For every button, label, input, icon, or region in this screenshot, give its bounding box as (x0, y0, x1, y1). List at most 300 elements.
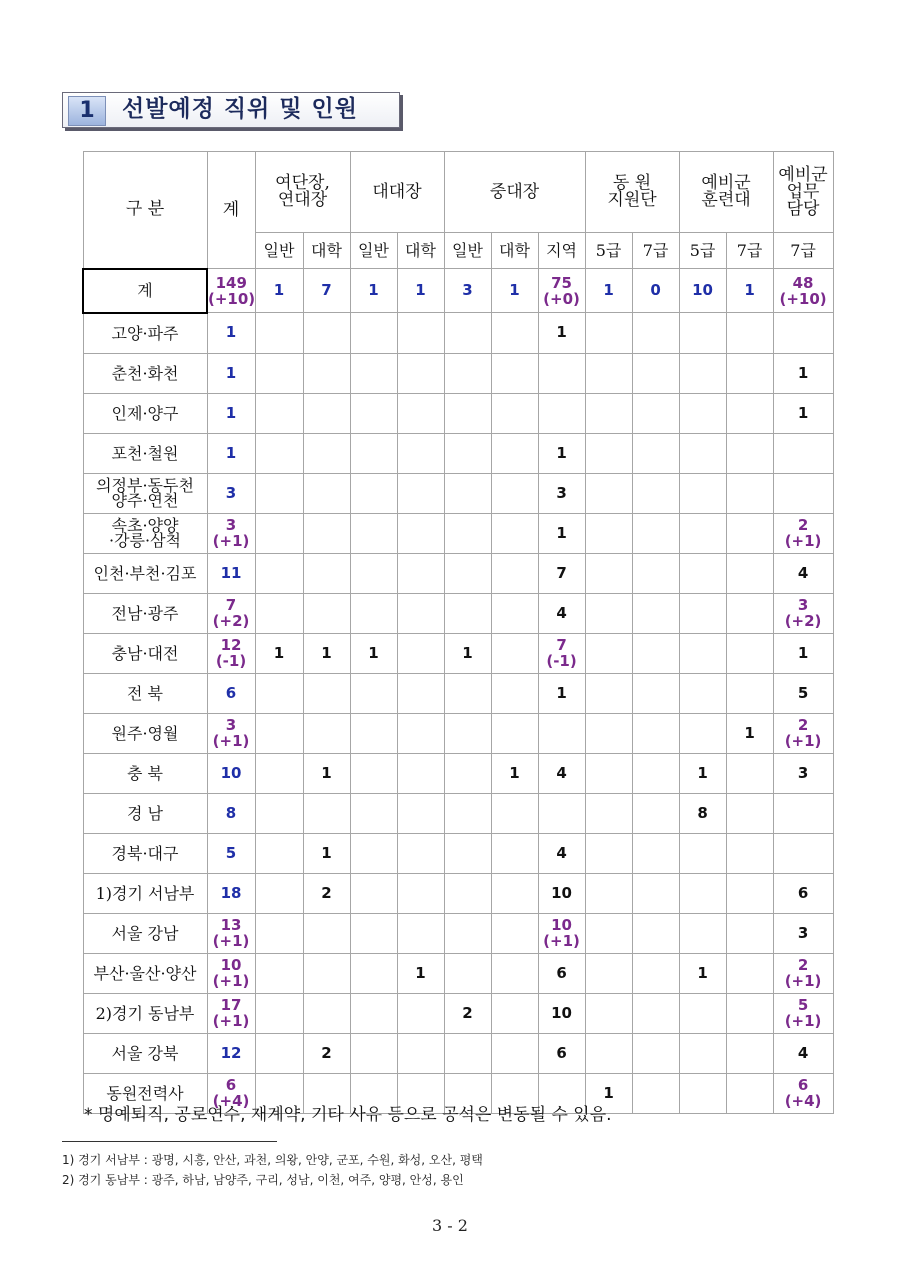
row-cell (397, 953, 444, 993)
row-cell (773, 993, 833, 1033)
row-label: 속초·양양 ·강릉·삼척 (83, 513, 207, 553)
table-row (83, 953, 833, 993)
row-cell (538, 433, 585, 473)
row-cell (444, 433, 491, 473)
cell-line: (+1) (543, 932, 580, 950)
cell-line: 75 (551, 273, 572, 292)
row-cell (397, 713, 444, 753)
row-cell (632, 593, 679, 633)
table-row (83, 433, 833, 473)
row-cell (773, 593, 833, 633)
cell-value: 1 (225, 443, 237, 462)
cell-line: 2 (797, 516, 809, 534)
row-cell (773, 393, 833, 433)
table-row (83, 793, 833, 833)
row-cell (726, 593, 773, 633)
row-cell (726, 673, 773, 713)
table-row (83, 833, 833, 873)
footnote-2: 2) 경기 동남부 : 광주, 하남, 남양주, 구리, 성남, 이천, 여주, 양평, 안성, 용인 (62, 1173, 464, 1187)
cell-value: 1 (415, 281, 426, 299)
cell-line: (+10) (779, 289, 827, 308)
cell-value: 8 (225, 803, 237, 822)
row-cell (491, 513, 538, 553)
row-cell (491, 993, 538, 1033)
row-cell (491, 713, 538, 753)
cell-value: 10 (692, 281, 713, 299)
row-cell (491, 433, 538, 473)
row-cell (538, 873, 585, 913)
row-total (207, 993, 255, 1033)
row-label: 전남·광주 (83, 593, 207, 633)
cell-value: 4 (556, 763, 567, 782)
row-cell (397, 633, 444, 673)
cell-value: 5 (797, 683, 809, 702)
row-cell (303, 953, 350, 993)
header-total: 계 (207, 152, 255, 269)
row-cell (397, 513, 444, 553)
cell-line: 6 (797, 1076, 809, 1094)
cell-value: 3 (225, 483, 237, 502)
total-row-cell (350, 269, 397, 313)
row-cell (726, 1033, 773, 1073)
row-cell (726, 513, 773, 553)
row-cell (585, 833, 632, 873)
row-cell (350, 433, 397, 473)
row-cell (632, 713, 679, 753)
total-row-cell (632, 269, 679, 313)
row-cell (585, 913, 632, 953)
row-cell (585, 753, 632, 793)
cell-value: 2 (462, 1003, 473, 1022)
row-cell (679, 873, 726, 913)
row-cell (679, 913, 726, 953)
row-cell (491, 553, 538, 593)
row-cell (632, 433, 679, 473)
row-cell (303, 873, 350, 913)
row-cell (397, 673, 444, 713)
total-row-cell (491, 269, 538, 313)
footnote-1: 1) 경기 서남부 : 광명, 시흥, 안산, 과천, 의왕, 안양, 군포, 수원, 화성, 오산, 평택 (62, 1153, 483, 1167)
row-cell (773, 793, 833, 833)
total-row-cell (255, 269, 303, 313)
cell-value: 7 (321, 281, 332, 299)
row-cell (679, 593, 726, 633)
row-cell (491, 753, 538, 793)
row-cell (679, 393, 726, 433)
row-cell (444, 513, 491, 553)
row-cell (255, 713, 303, 753)
row-cell (255, 1033, 303, 1073)
row-cell (726, 713, 773, 753)
row-cell (303, 793, 350, 833)
row-cell (679, 673, 726, 713)
row-label: 고양·파주 (83, 313, 207, 354)
row-cell (303, 393, 350, 433)
cell-line: (+1) (212, 1012, 250, 1030)
row-cell (585, 313, 632, 354)
cell-value: 4 (797, 1043, 809, 1062)
row-total (207, 753, 255, 793)
row-cell (303, 313, 350, 354)
row-cell (538, 793, 585, 833)
row-cell (350, 713, 397, 753)
row-label: 서울 강북 (83, 1033, 207, 1073)
row-cell (679, 313, 726, 354)
header-sub: 일반 (255, 233, 303, 269)
row-cell (726, 433, 773, 473)
cell-line: (+1) (784, 732, 822, 750)
row-cell (679, 473, 726, 513)
row-cell (726, 633, 773, 673)
row-cell (632, 673, 679, 713)
row-cell (679, 553, 726, 593)
row-cell (350, 953, 397, 993)
row-cell (444, 993, 491, 1033)
row-cell (679, 433, 726, 473)
row-total (207, 873, 255, 913)
header-sub: 대학 (303, 233, 350, 269)
cell-value: 6 (797, 883, 809, 902)
row-cell (538, 513, 585, 553)
header-category: 구 분 (83, 152, 207, 269)
row-cell (397, 993, 444, 1033)
cell-line: 6 (225, 1076, 237, 1094)
cell-value: 3 (797, 763, 809, 782)
row-cell (255, 553, 303, 593)
row-cell (444, 713, 491, 753)
row-label: 의정부·동두천 양주·연천 (83, 473, 207, 513)
row-cell (444, 673, 491, 713)
header-sub: 5급 (679, 233, 726, 269)
row-cell (538, 993, 585, 1033)
row-cell (538, 673, 585, 713)
row-cell (350, 793, 397, 833)
row-cell (773, 633, 833, 673)
header-sub: 일반 (444, 233, 491, 269)
row-cell (491, 833, 538, 873)
cell-value: 3 (462, 281, 473, 299)
table-row (83, 593, 833, 633)
cell-line: (+1) (212, 932, 250, 950)
cell-value: 2 (321, 1043, 332, 1062)
cell-line: 5 (797, 996, 809, 1014)
row-cell (255, 313, 303, 354)
row-cell (632, 353, 679, 393)
table-row (83, 633, 833, 673)
row-cell (679, 713, 726, 753)
cell-value: 6 (556, 1043, 567, 1062)
row-cell (444, 913, 491, 953)
cell-line: (+1) (212, 972, 250, 990)
total-row-cell (679, 269, 726, 313)
row-cell (491, 913, 538, 953)
row-cell (397, 393, 444, 433)
row-cell (585, 993, 632, 1033)
header-group: 예비군 훈련대 (679, 152, 773, 233)
row-cell (679, 1033, 726, 1073)
row-cell (585, 433, 632, 473)
row-cell (585, 793, 632, 833)
row-cell (491, 353, 538, 393)
row-label: 부산·울산·양산 (83, 953, 207, 993)
header-sub: 지역 (538, 233, 585, 269)
row-cell (632, 993, 679, 1033)
cell-value: 11 (220, 563, 242, 582)
header-sub: 7급 (773, 233, 833, 269)
row-cell (585, 593, 632, 633)
table-row (83, 1033, 833, 1073)
positions-table (82, 151, 834, 1114)
row-cell (491, 673, 538, 713)
cell-line: 7 (556, 636, 567, 654)
header-sub: 7급 (726, 233, 773, 269)
vacancy-note: * 명예퇴직, 공로연수, 재계약, 기타 사유 등으로 공석은 변동될 수 있음. (84, 1105, 612, 1125)
cell-value: 1 (744, 723, 755, 742)
row-total (207, 513, 255, 553)
row-cell (303, 473, 350, 513)
row-cell (726, 1073, 773, 1113)
section-number-badge: 1 (68, 96, 106, 126)
row-cell (350, 873, 397, 913)
row-cell (350, 633, 397, 673)
row-label: 경북·대구 (83, 833, 207, 873)
row-cell (538, 473, 585, 513)
table-row (83, 753, 833, 793)
cell-value: 1 (697, 963, 708, 982)
row-cell (585, 953, 632, 993)
cell-value: 1 (797, 363, 809, 382)
row-cell (350, 353, 397, 393)
cell-value: 4 (556, 603, 567, 622)
row-total (207, 833, 255, 873)
row-cell (773, 313, 833, 354)
row-cell (538, 593, 585, 633)
cell-value: 6 (225, 683, 237, 702)
header-group: 대대장 (350, 152, 444, 233)
cell-value: 1 (509, 281, 520, 299)
cell-value: 1 (462, 643, 473, 662)
cell-line: (+1) (212, 732, 250, 750)
row-cell (773, 433, 833, 473)
row-total (207, 433, 255, 473)
row-cell (538, 753, 585, 793)
page-number: 3 - 2 (432, 1216, 468, 1235)
row-label: 서울 강남 (83, 913, 207, 953)
row-cell (538, 953, 585, 993)
cell-value: 1 (797, 643, 809, 662)
cell-line: 149 (215, 273, 247, 292)
row-cell (773, 713, 833, 753)
cell-value: 18 (220, 883, 242, 902)
total-row-cell (773, 269, 833, 313)
header-group: 예비군 업무 담당 (773, 152, 833, 233)
row-total (207, 473, 255, 513)
cell-line: 13 (220, 916, 242, 934)
row-cell (679, 953, 726, 993)
row-total (207, 673, 255, 713)
row-cell (444, 753, 491, 793)
row-cell (679, 353, 726, 393)
cell-value: 12 (220, 1043, 242, 1062)
row-total (207, 313, 255, 354)
row-cell (773, 753, 833, 793)
row-cell (538, 353, 585, 393)
row-cell (444, 953, 491, 993)
row-cell (255, 393, 303, 433)
row-cell (444, 633, 491, 673)
row-cell (397, 353, 444, 393)
cell-value: 1 (697, 763, 708, 782)
row-label: 포천·철원 (83, 433, 207, 473)
row-cell (350, 593, 397, 633)
row-label: 경 남 (83, 793, 207, 833)
row-cell (632, 873, 679, 913)
row-cell (255, 793, 303, 833)
row-cell (773, 1033, 833, 1073)
row-total (207, 393, 255, 433)
row-cell (632, 833, 679, 873)
row-cell (397, 913, 444, 953)
row-cell (397, 553, 444, 593)
row-cell (585, 713, 632, 753)
row-cell (632, 513, 679, 553)
row-cell (726, 873, 773, 913)
row-cell (444, 593, 491, 633)
row-label: 원주·영월 (83, 713, 207, 753)
table-row (83, 873, 833, 913)
header-group: 중대장 (444, 152, 585, 233)
cell-line: 3 (225, 716, 237, 734)
row-cell (255, 353, 303, 393)
row-cell (350, 833, 397, 873)
cell-value: 10 (551, 883, 572, 902)
row-cell (679, 513, 726, 553)
cell-value: 6 (556, 963, 567, 982)
header-group: 동 원 지원단 (585, 152, 679, 233)
row-cell (303, 753, 350, 793)
cell-value: 3 (556, 483, 567, 502)
row-cell (773, 353, 833, 393)
row-cell (255, 913, 303, 953)
table-row (83, 393, 833, 433)
section-header (62, 92, 398, 128)
row-cell (773, 553, 833, 593)
table-row (83, 473, 833, 513)
row-cell (350, 553, 397, 593)
header-sub: 7급 (632, 233, 679, 269)
cell-value: 1 (744, 281, 755, 299)
cell-line: 10 (551, 916, 572, 934)
row-cell (444, 833, 491, 873)
cell-value: 1 (368, 281, 379, 299)
row-cell (538, 553, 585, 593)
row-label: 춘천·화천 (83, 353, 207, 393)
row-label: 인천·부천·김포 (83, 553, 207, 593)
row-cell (491, 593, 538, 633)
total-row-cell (585, 269, 632, 313)
total-row-cell (538, 269, 585, 313)
row-label: 전 북 (83, 673, 207, 713)
row-cell (538, 393, 585, 433)
row-cell (491, 393, 538, 433)
cell-line: (+10) (208, 289, 256, 308)
row-cell (255, 873, 303, 913)
row-cell (632, 793, 679, 833)
row-cell (538, 1033, 585, 1073)
row-cell (632, 473, 679, 513)
cell-line: (+4) (212, 1092, 250, 1110)
row-cell (632, 1073, 679, 1113)
cell-value: 0 (650, 281, 661, 299)
row-cell (255, 633, 303, 673)
row-cell (255, 433, 303, 473)
cell-value: 1 (509, 763, 520, 782)
cell-value: 2 (321, 883, 332, 902)
row-cell (444, 393, 491, 433)
row-cell (585, 1033, 632, 1073)
row-cell (773, 513, 833, 553)
cell-line: (+4) (784, 1092, 822, 1110)
cell-value: 1 (415, 963, 426, 982)
row-cell (303, 633, 350, 673)
cell-value: 1 (368, 643, 379, 662)
row-cell (350, 313, 397, 354)
row-cell (255, 513, 303, 553)
cell-value: 1 (321, 763, 332, 782)
row-total (207, 913, 255, 953)
row-cell (303, 1033, 350, 1073)
cell-value: 1 (603, 1083, 614, 1102)
cell-line: (+1) (784, 1012, 822, 1030)
row-cell (726, 353, 773, 393)
total-row (83, 269, 833, 313)
cell-line: 12 (220, 636, 242, 654)
cell-line: (+1) (784, 532, 822, 550)
row-total (207, 353, 255, 393)
row-cell (397, 873, 444, 913)
row-cell (726, 913, 773, 953)
row-cell (773, 473, 833, 513)
row-cell (726, 753, 773, 793)
row-cell (303, 833, 350, 873)
row-cell (726, 793, 773, 833)
row-cell (538, 913, 585, 953)
row-cell (444, 313, 491, 354)
row-cell (773, 953, 833, 993)
total-row-cell (726, 269, 773, 313)
row-cell (585, 513, 632, 553)
row-cell (444, 793, 491, 833)
row-cell (303, 993, 350, 1033)
table-row (83, 993, 833, 1033)
cell-value: 4 (797, 563, 809, 582)
row-cell (632, 1033, 679, 1073)
cell-value: 1 (225, 323, 237, 342)
row-cell (303, 353, 350, 393)
cell-value: 1 (225, 363, 237, 382)
row-label: 2)경기 동남부 (83, 993, 207, 1033)
row-cell (726, 553, 773, 593)
row-total (207, 953, 255, 993)
row-cell (350, 753, 397, 793)
row-cell (585, 553, 632, 593)
row-cell (632, 953, 679, 993)
cell-line: 3 (225, 516, 237, 534)
row-cell (255, 593, 303, 633)
header-sub: 일반 (350, 233, 397, 269)
row-cell (255, 993, 303, 1033)
total-row-label: 계 (83, 269, 207, 313)
